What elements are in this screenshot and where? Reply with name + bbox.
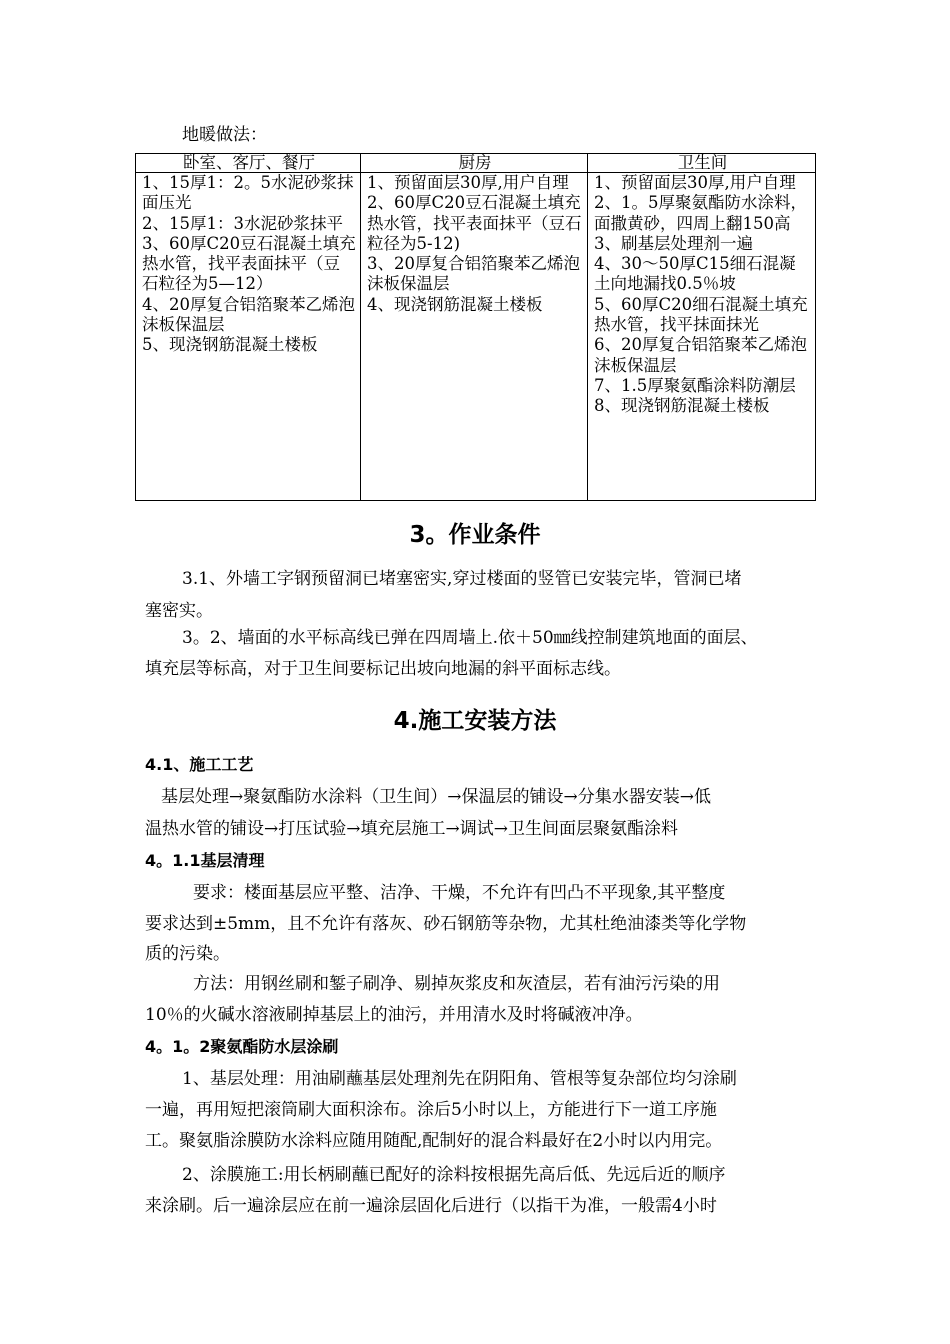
list-item: 1、预留面层30厚,用户自理 bbox=[367, 173, 569, 192]
paragraph-line: 质的污染。 bbox=[145, 944, 230, 964]
table-header-row bbox=[136, 154, 816, 173]
section-4-1-2-title: 4。1。2聚氨酯防水层涂刷 bbox=[145, 1037, 339, 1056]
header-bedroom: 卧室、客厅、餐厅 bbox=[136, 154, 361, 173]
cell-kitchen bbox=[361, 173, 588, 501]
list-item: 4、现浇钢筋混凝土楼板 bbox=[367, 294, 543, 314]
paragraph-line: 塞密实。 bbox=[145, 601, 213, 621]
section-4-1-title: 4.1、施工工艺 bbox=[145, 755, 254, 774]
list-item: 1、预留面层30厚,用户自理 bbox=[594, 173, 796, 192]
section-4-title: 4.施工安装方法 bbox=[393, 708, 557, 734]
paragraph-line: 3.1、外墙工字钢预留洞已堵塞密实,穿过楼面的竖管已安装完毕，管洞已堵 bbox=[182, 569, 742, 589]
list-item: 5、60厚C20细石混凝土填充热水管，找平抹面抹光 bbox=[594, 294, 808, 335]
paragraph-line: 要求达到±5mm，且不允许有落灰、砂石钢筋等杂物，尤其杜绝油漆类等化学物 bbox=[145, 914, 747, 934]
list-item: 1、15厚1：2。5水泥砂浆抹面压光 bbox=[142, 173, 354, 213]
paragraph-line: 来涂刷。后一遍涂层应在前一遍涂层固化后进行（以指干为准，一般需4小时 bbox=[145, 1196, 717, 1216]
paragraph-line: 10％的火碱水溶液刷掉基层上的油污，并用清水及时将碱液冲净。 bbox=[145, 1005, 643, 1025]
intro-text: 地暖做法： bbox=[182, 125, 267, 145]
paragraph-line: 方法：用钢丝刷和錾子刷净、剔掉灰浆皮和灰渣层，若有油污污染的用 bbox=[193, 974, 720, 994]
list-item: 2、1。5厚聚氨酯防水涂料，面撒黄砂，四周上翻150高 bbox=[594, 193, 807, 233]
table-row bbox=[136, 173, 816, 501]
floor-heating-table bbox=[135, 153, 816, 501]
list-item: 6、20厚复合铝箔聚苯乙烯泡沫板保温层 bbox=[594, 335, 807, 375]
header-bathroom: 卫生间 bbox=[588, 154, 816, 173]
list-item: 3、刷基层处理剂一遍 bbox=[594, 233, 753, 253]
paragraph-line: 填充层等标高，对于卫生间要标记出坡向地漏的斜平面标志线。 bbox=[145, 659, 621, 679]
list-item: 2、15厚1：3水泥砂浆抹平 bbox=[142, 213, 343, 233]
cell-bathroom bbox=[588, 173, 816, 501]
paragraph-line: 温热水管的铺设→打压试验→填充层施工→调试→卫生间面层聚氨酯涂料 bbox=[145, 819, 678, 839]
paragraph-line: 1、基层处理：用油刷蘸基层处理剂先在阴阳角、管根等复杂部位均匀涂刷 bbox=[182, 1069, 737, 1089]
list-item: 7、1.5厚聚氨酯涂料防潮层 bbox=[594, 375, 796, 395]
paragraph-line: 一遍，再用短把滚筒刷大面积涂布。涂后5小时以上，方能进行下一道工序施 bbox=[145, 1100, 717, 1120]
list-item: 4、20厚复合铝箔聚苯乙烯泡沫板保温层 bbox=[142, 294, 355, 335]
paragraph-line: 工。聚氨脂涂膜防水涂料应随用随配,配制好的混合料最好在2小时以内用完。 bbox=[145, 1131, 723, 1151]
paragraph-line: 基层处理→聚氨酯防水涂料（卫生间）→保温层的铺设→分集水器安装→低 bbox=[161, 787, 711, 807]
list-item: 5、现浇钢筋混凝土楼板 bbox=[142, 335, 318, 355]
section-3-title: 3。作业条件 bbox=[409, 522, 541, 548]
cell-bedroom bbox=[136, 173, 361, 501]
section-4-1-1-title: 4。1.1基层清理 bbox=[145, 851, 265, 870]
list-item: 3、60厚C20豆石混凝土填充热水管，找平表面抹平（豆石粒径为5—12） bbox=[142, 233, 356, 294]
list-item: 4、30～50厚C15细石混凝土向地漏找0.5％坡 bbox=[594, 254, 796, 294]
list-item: 3、20厚复合铝箔聚苯乙烯泡沫板保温层 bbox=[367, 254, 580, 294]
list-item: 8、现浇钢筋混凝土楼板 bbox=[594, 396, 770, 416]
header-kitchen: 厨房 bbox=[361, 154, 588, 173]
paragraph-line: 2、涂膜施工:用长柄刷蘸已配好的涂料按根据先高后低、先远后近的顺序 bbox=[182, 1165, 726, 1185]
paragraph-line: 要求：楼面基层应平整、洁净、干燥，不允许有凹凸不平现象,其平整度 bbox=[193, 883, 726, 903]
paragraph-line: 3。2、墙面的水平标高线已弹在四周墙上.依＋50㎜线控制建筑地面的面层、 bbox=[182, 628, 758, 648]
list-item: 2、60厚C20豆石混凝土填充热水管，找平表面抹平（豆石粒径为5-12) bbox=[367, 193, 582, 253]
